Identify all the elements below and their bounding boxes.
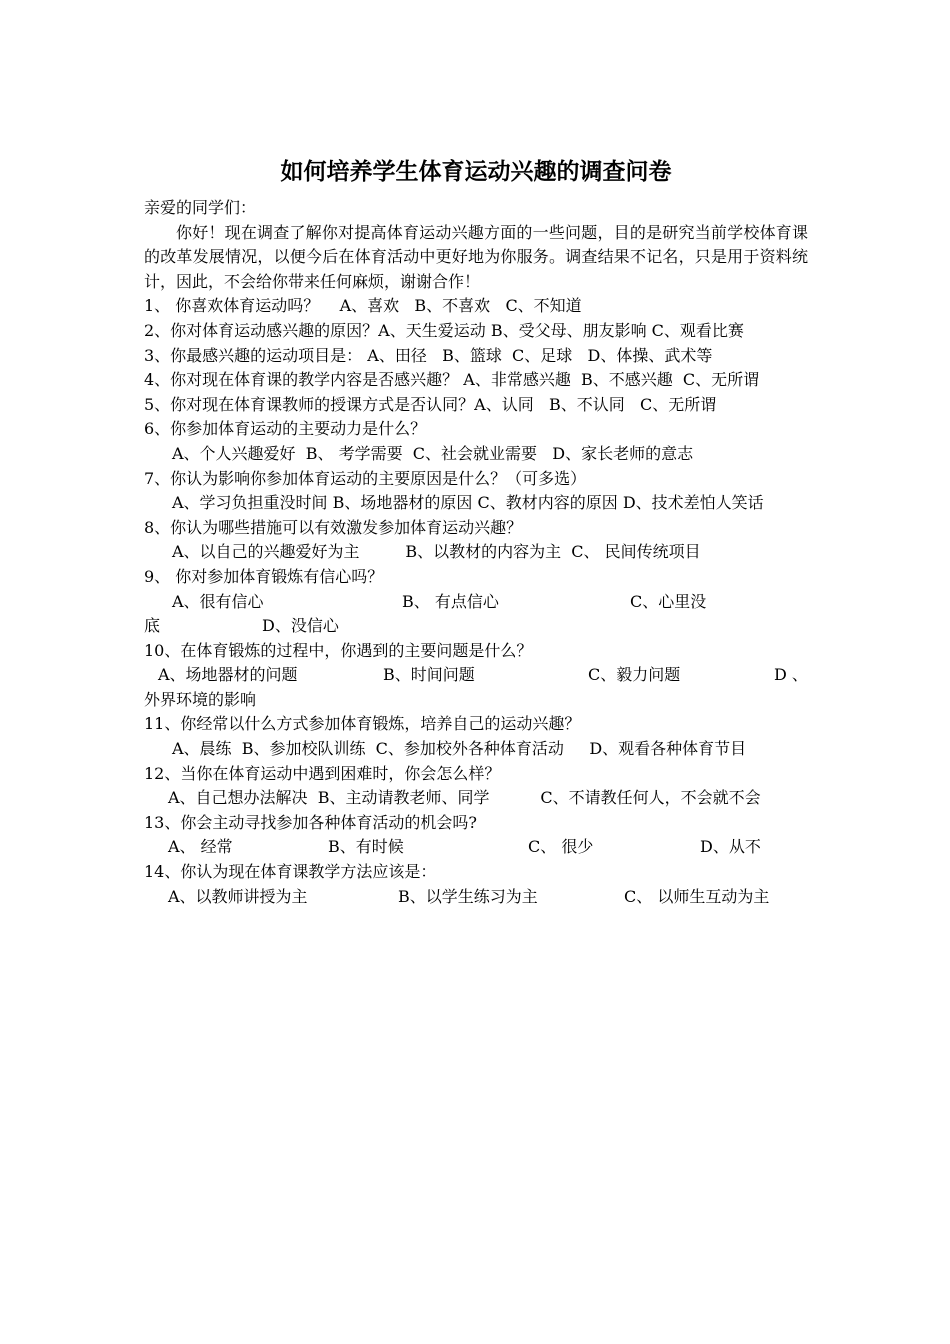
question-13-options [144,835,808,860]
question-7-options: A、学习负担重没时间 B、场地器材的原因 C、教材内容的原因 D、技术差怕人笑话 [172,493,764,513]
q10-option-a: A、场地器材的问题 [158,665,298,685]
q14-option-a: A、以教师讲授为主 [168,886,308,906]
document-title: 如何培养学生体育运动兴趣的调查问卷 [280,158,672,185]
q14-option-c: C、 以师生互动为主 [624,886,770,906]
question-4: 4、你对现在体育课的教学内容是否感兴趣？ A、非常感兴趣 B、不感兴趣 C、无所谓 [144,370,760,390]
question-2: 2、你对体育运动感兴趣的原因？A、天生爱运动 B、受父母、朋友影响 C、观看比赛 [144,320,744,340]
q9-option-b: B、 有点信心 [402,591,499,611]
q9-option-d: D、没信心 [262,616,339,636]
question-12: 12、当你在体育运动中遇到困难时，你会怎么样？ [144,763,501,783]
question-14-options [144,885,808,910]
question-10-options [144,663,808,688]
greeting: 亲爱的同学们： [144,198,257,217]
question-8-options: A、以自己的兴趣爱好为主 B、以教材的内容为主 C、 民间传统项目 [172,542,701,562]
intro-paragraph: 你好！现在调查了解你对提高体育运动兴趣方面的一些问题，目的是研究当前学校体育课的改革发展情况，以便今后在体育活动中更好地为你服务。调查结果不记名，只是用于资料统计，因此，不会给你带来任何麻烦，谢谢合作！ [144,222,808,291]
question-6-options: A、个人兴趣爱好 B、 考学需要 C、社会就业需要 D、家长老师的意志 [172,443,694,463]
question-3: 3、你最感兴趣的运动项目是： A、田径 B、篮球 C、足球 D、体操、武术等 [144,345,713,365]
q13-option-d: D、从不 [700,837,761,857]
q13-option-b: B、有时候 [328,837,404,857]
question-9-options-cont [144,614,808,639]
q9-option-c: C、心里没 [630,591,707,611]
question-6: 6、你参加体育运动的主要动力是什么？ [144,419,427,439]
question-5: 5、你对现在体育课教师的授课方式是否认同？A、认同 B、不认同 C、无所谓 [144,394,717,414]
question-9: 9、 你对参加体育锻炼有信心吗？ [144,566,384,586]
q9-option-a: A、很有信心 [172,591,264,611]
question-14: 14、你认为现在体育课教学方法应该是： [144,862,437,882]
q10-option-c: C、毅力问题 [588,665,681,685]
q13-option-a: A、 经常 [168,837,233,857]
question-11: 11、你经常以什么方式参加体育锻炼，培养自己的运动兴趣？ [144,714,581,734]
q14-option-b: B、以学生练习为主 [398,886,538,906]
question-8: 8、你认为哪些措施可以有效激发参加体育运动兴趣？ [144,517,523,537]
question-12-options: A、自己想办法解决 B、主动请教老师、同学 C、不请教任何人，不会就不会 [168,788,761,808]
questionnaire-page [144,152,808,909]
question-1: 1、 你喜欢体育运动吗？ A、喜欢 B、不喜欢 C、不知道 [144,296,582,316]
question-13: 13、你会主动寻找参加各种体育活动的机会吗? [144,812,477,832]
q10-option-d: D 、 [774,665,808,685]
q9-option-c-cont: 底 [144,616,161,636]
question-11-options: A、晨练 B、参加校队训练 C、参加校外各种体育活动 D、观看各种体育节目 [172,739,747,759]
q13-option-c: C、 很少 [528,837,594,857]
question-10: 10、在体育锻炼的过程中，你遇到的主要问题是什么？ [144,640,533,660]
question-9-options [144,590,808,615]
q10-option-d-cont: 外界环境的影响 [144,689,257,709]
q10-option-b: B、时间问题 [383,665,475,685]
question-7: 7、你认为影响你参加体育运动的主要原因是什么？（可多选） [144,468,587,488]
